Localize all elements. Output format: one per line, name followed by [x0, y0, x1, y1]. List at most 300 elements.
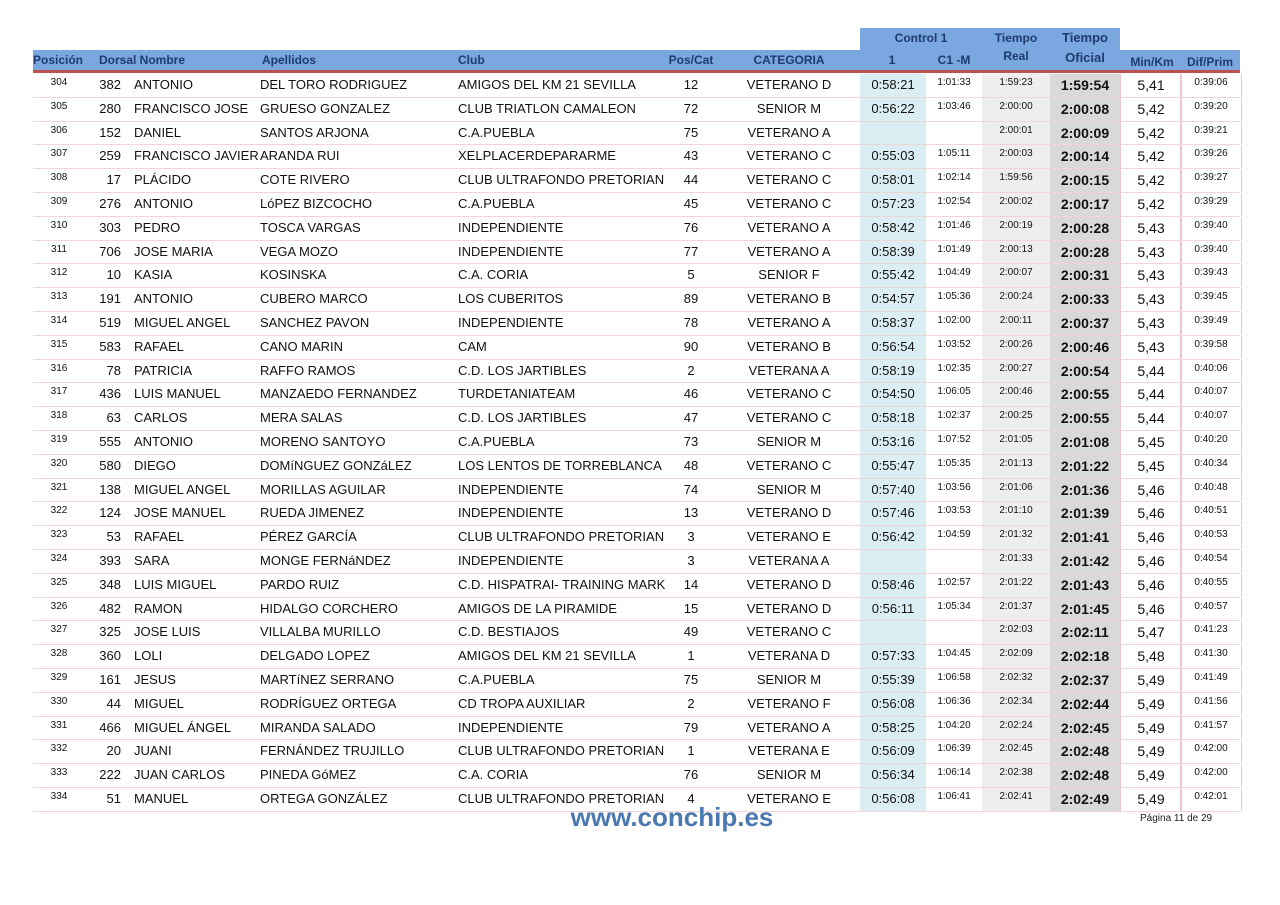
table-row	[33, 717, 1240, 741]
table-row	[33, 169, 1240, 193]
cell-categoria: VETERANA E	[748, 743, 830, 759]
cell-dif-prim: 0:39:58	[1180, 336, 1242, 359]
cell-dif-prim: 0:39:40	[1180, 241, 1242, 264]
cell-tiempo-real: 1:59:23	[982, 74, 1050, 97]
header-dif-prim: Dif/Prim	[1186, 55, 1233, 69]
cell-pos-cat: 49	[683, 624, 699, 640]
cell-apellidos: MORENO SANTOYO	[260, 433, 386, 449]
cell-pos-cat: 73	[683, 433, 699, 449]
cell-tiempo-oficial: 2:00:31	[1050, 264, 1120, 287]
cell-dif-prim: 0:40:34	[1180, 455, 1242, 478]
table-row	[33, 669, 1240, 693]
cell-dorsal: 44	[106, 695, 121, 711]
cell-tiempo-real: 2:00:24	[982, 288, 1050, 311]
table-row	[33, 431, 1240, 455]
table-row	[33, 312, 1240, 336]
cell-tiempo-oficial: 2:00:55	[1050, 383, 1120, 406]
cell-nombre: SARA	[134, 552, 170, 568]
table-row	[33, 621, 1240, 645]
cell-dif-prim: 0:40:07	[1180, 407, 1242, 430]
cell-categoria: VETERANO C	[746, 410, 832, 426]
cell-dorsal: 259	[99, 148, 121, 164]
cell-nombre: ANTONIO	[134, 291, 193, 307]
cell-c1m-time	[926, 621, 983, 644]
cell-apellidos: CANO MARIN	[260, 338, 344, 354]
cell-min-km: 5,49	[1120, 717, 1182, 740]
cell-posicion: 313	[50, 291, 68, 303]
cell-c1m-time: 1:05:34	[926, 598, 983, 621]
cell-dorsal: 124	[99, 505, 121, 521]
cell-categoria: SENIOR M	[756, 100, 822, 116]
cell-c1m-time: 1:05:36	[926, 288, 983, 311]
cell-posicion: 331	[50, 719, 68, 731]
cell-club: C.A. CORIA	[458, 267, 529, 283]
cell-tiempo-oficial: 2:02:37	[1050, 669, 1120, 692]
cell-categoria: SENIOR M	[756, 671, 822, 687]
cell-nombre: FRANCISCO JOSE	[134, 100, 249, 116]
cell-club: C.A.PUEBLA	[458, 124, 535, 140]
cell-tiempo-real: 2:01:33	[982, 550, 1050, 573]
cell-tiempo-oficial: 2:02:48	[1050, 740, 1120, 763]
cell-posicion: 305	[50, 100, 68, 112]
cell-min-km: 5,44	[1120, 407, 1182, 430]
cell-club: CAM	[458, 338, 487, 354]
cell-posicion: 310	[50, 219, 68, 231]
cell-control1-time: 0:56:22	[860, 98, 927, 121]
cell-dorsal: 78	[106, 362, 121, 378]
cell-control1-time: 0:58:18	[860, 407, 927, 430]
cell-posicion: 319	[50, 433, 68, 445]
cell-nombre: RAMON	[134, 600, 183, 616]
cell-club: C.A. CORIA	[458, 767, 529, 783]
cell-min-km: 5,41	[1120, 74, 1182, 97]
cell-club: CLUB ULTRAFONDO PRETORIAN	[458, 743, 665, 759]
cell-pos-cat: 75	[683, 671, 699, 687]
cell-categoria: SENIOR M	[756, 433, 822, 449]
cell-c1m-time: 1:03:46	[926, 98, 983, 121]
cell-nombre: MIGUEL ANGEL	[134, 314, 231, 330]
cell-nombre: JOSE MANUEL	[134, 505, 226, 521]
footer-url[interactable]: www.conchip.es	[570, 802, 774, 832]
cell-dif-prim: 0:40:51	[1180, 502, 1242, 525]
cell-tiempo-real: 2:00:25	[982, 407, 1050, 430]
table-row	[33, 383, 1240, 407]
cell-pos-cat: 4	[687, 790, 695, 806]
cell-control1-time: 0:56:42	[860, 526, 927, 549]
cell-dif-prim: 0:41:49	[1180, 669, 1242, 692]
cell-min-km: 5,44	[1120, 360, 1182, 383]
cell-tiempo-oficial: 1:59:54	[1050, 74, 1120, 97]
cell-dif-prim: 0:40:07	[1180, 383, 1242, 406]
cell-control1-time: 0:56:08	[860, 693, 927, 716]
cell-control1-time: 0:58:37	[860, 312, 927, 335]
cell-min-km: 5,47	[1120, 621, 1182, 644]
table-row	[33, 98, 1240, 122]
header-min-km: Min/Km	[1130, 55, 1174, 69]
cell-categoria: VETERANO C	[746, 457, 832, 473]
cell-posicion: 315	[50, 338, 68, 350]
cell-club: LOS CUBERITOS	[458, 291, 564, 307]
cell-club: CLUB ULTRAFONDO PRETORIAN	[458, 172, 665, 188]
cell-apellidos: COTE RIVERO	[260, 172, 350, 188]
table-row	[33, 574, 1240, 598]
cell-pos-cat: 89	[683, 291, 699, 307]
cell-control1-time: 0:58:01	[860, 169, 927, 192]
cell-apellidos: PARDO RUIZ	[260, 576, 340, 592]
cell-nombre: RAFAEL	[134, 529, 184, 545]
cell-tiempo-real: 2:02:24	[982, 717, 1050, 740]
cell-posicion: 322	[50, 505, 68, 517]
cell-club: C.A.PUEBLA	[458, 671, 535, 687]
cell-pos-cat: 72	[683, 100, 699, 116]
cell-posicion: 329	[50, 671, 68, 683]
cell-club: LOS LENTOS DE TORREBLANCA	[458, 457, 662, 473]
cell-apellidos: VEGA MOZO	[260, 243, 339, 259]
cell-c1m-time: 1:06:58	[926, 669, 983, 692]
cell-dorsal: 152	[99, 124, 121, 140]
cell-club: CLUB ULTRAFONDO PRETORIAN	[458, 529, 665, 545]
header-tiempo-oficial: Oficial	[1065, 50, 1105, 65]
cell-control1-time: 0:57:33	[860, 645, 927, 668]
cell-apellidos: MANZAEDO FERNANDEZ	[260, 386, 417, 402]
header-c1: 1	[888, 53, 896, 67]
cell-apellidos: ARANDA RUI	[260, 148, 340, 164]
cell-control1-time: 0:56:08	[860, 788, 927, 811]
cell-dorsal: 53	[106, 529, 121, 545]
cell-tiempo-real: 2:02:45	[982, 740, 1050, 763]
cell-club: INDEPENDIENTE	[458, 243, 564, 259]
cell-tiempo-real: 2:01:22	[982, 574, 1050, 597]
cell-categoria: VETERANO A	[747, 243, 831, 259]
cell-nombre: ANTONIO	[134, 195, 193, 211]
cell-control1-time	[860, 621, 927, 644]
cell-tiempo-real: 2:01:37	[982, 598, 1050, 621]
cell-dorsal: 580	[99, 457, 121, 473]
cell-dif-prim: 0:39:06	[1180, 74, 1242, 97]
cell-c1m-time: 1:04:49	[926, 264, 983, 287]
cell-tiempo-oficial: 2:01:22	[1050, 455, 1120, 478]
cell-min-km: 5,46	[1120, 526, 1182, 549]
cell-nombre: DANIEL	[134, 124, 181, 140]
table-row	[33, 264, 1240, 288]
cell-tiempo-oficial: 2:00:17	[1050, 193, 1120, 216]
cell-min-km: 5,43	[1120, 217, 1182, 240]
cell-tiempo-real: 2:01:32	[982, 526, 1050, 549]
cell-pos-cat: 76	[683, 767, 699, 783]
cell-club: C.D. HISPATRAI- TRAINING MARK	[458, 576, 666, 592]
cell-dif-prim: 0:39:49	[1180, 312, 1242, 335]
cell-categoria: VETERANO C	[746, 148, 832, 164]
cell-club: AMIGOS DEL KM 21 SEVILLA	[458, 77, 636, 92]
cell-apellidos: FERNÁNDEZ TRUJILLO	[260, 743, 405, 759]
cell-nombre: MANUEL	[134, 790, 189, 806]
cell-control1-time: 0:53:16	[860, 431, 927, 454]
cell-min-km: 5,43	[1120, 288, 1182, 311]
cell-posicion: 332	[50, 743, 68, 755]
table-row	[33, 645, 1240, 669]
cell-dif-prim: 0:41:23	[1180, 621, 1242, 644]
cell-c1m-time: 1:02:54	[926, 193, 983, 216]
cell-pos-cat: 2	[687, 362, 695, 378]
cell-club: CLUB ULTRAFONDO PRETORIAN	[458, 790, 665, 806]
cell-min-km: 5,43	[1120, 264, 1182, 287]
cell-control1-time: 0:56:34	[860, 764, 927, 787]
cell-c1m-time: 1:06:39	[926, 740, 983, 763]
cell-dorsal: 583	[99, 338, 121, 354]
cell-categoria: VETERANA A	[748, 552, 830, 568]
cell-apellidos: MIRANDA SALADO	[260, 719, 376, 735]
cell-nombre: MIGUEL ÁNGEL	[134, 719, 232, 735]
cell-dif-prim: 0:41:57	[1180, 717, 1242, 740]
cell-tiempo-oficial: 2:01:45	[1050, 598, 1120, 621]
cell-tiempo-oficial: 2:00:14	[1050, 145, 1120, 168]
cell-pos-cat: 1	[687, 648, 695, 664]
cell-tiempo-real: 2:02:38	[982, 764, 1050, 787]
cell-tiempo-real: 2:00:46	[982, 383, 1050, 406]
cell-dif-prim: 0:39:20	[1180, 98, 1242, 121]
cell-club: AMIGOS DEL KM 21 SEVILLA	[458, 648, 636, 664]
cell-club: C.D. BESTIAJOS	[458, 624, 560, 640]
cell-control1-time: 0:57:46	[860, 502, 927, 525]
cell-dif-prim: 0:42:00	[1180, 740, 1242, 763]
cell-tiempo-oficial: 2:02:44	[1050, 693, 1120, 716]
cell-min-km: 5,46	[1120, 502, 1182, 525]
cell-nombre: MIGUEL	[134, 695, 184, 711]
cell-min-km: 5,49	[1120, 788, 1182, 811]
cell-pos-cat: 45	[683, 195, 699, 211]
cell-nombre: RAFAEL	[134, 338, 184, 354]
cell-min-km: 5,42	[1120, 193, 1182, 216]
cell-pos-cat: 15	[683, 600, 699, 616]
cell-categoria: VETERANO D	[746, 600, 832, 616]
header-posicion: Posición	[33, 53, 84, 67]
header-pos-cat: Pos/Cat	[668, 53, 714, 67]
cell-dif-prim: 0:41:56	[1180, 693, 1242, 716]
header-c1m: C1 -M	[937, 53, 971, 67]
cell-categoria: VETERANO A	[747, 124, 831, 140]
cell-categoria: VETERANO E	[747, 529, 831, 545]
cell-tiempo-oficial: 2:00:55	[1050, 407, 1120, 430]
header-tiempo-oficial-top: Tiempo	[1050, 28, 1120, 50]
cell-dorsal: 325	[99, 624, 121, 640]
cell-apellidos: SANTOS ARJONA	[260, 124, 369, 140]
cell-tiempo-oficial: 2:00:09	[1050, 122, 1120, 145]
cell-tiempo-real: 2:00:19	[982, 217, 1050, 240]
header-tiempo-real-top: Tiempo	[982, 28, 1050, 50]
cell-dorsal: 280	[99, 100, 121, 116]
cell-apellidos: VILLALBA MURILLO	[260, 624, 381, 640]
table-row	[33, 455, 1240, 479]
cell-pos-cat: 3	[687, 529, 695, 545]
table-row	[33, 336, 1240, 360]
cell-apellidos: SANCHEZ PAVON	[260, 314, 370, 330]
cell-apellidos: DEL TORO RODRIGUEZ	[260, 77, 408, 92]
table-row	[33, 550, 1240, 574]
cell-dif-prim: 0:40:48	[1180, 479, 1242, 502]
cell-apellidos: MERA SALAS	[260, 410, 343, 426]
cell-pos-cat: 78	[683, 314, 699, 330]
cell-tiempo-oficial: 2:02:48	[1050, 764, 1120, 787]
cell-posicion: 324	[50, 552, 68, 564]
table-row	[33, 122, 1240, 146]
table-row	[33, 288, 1240, 312]
cell-control1-time: 0:58:21	[860, 74, 927, 97]
cell-pos-cat: 77	[683, 243, 699, 259]
cell-dorsal: 20	[106, 743, 121, 759]
cell-control1-time: 0:55:47	[860, 455, 927, 478]
cell-dif-prim: 0:39:26	[1180, 145, 1242, 168]
cell-dif-prim: 0:40:06	[1180, 360, 1242, 383]
cell-dorsal: 161	[99, 671, 121, 687]
cell-nombre: JESUS	[134, 671, 176, 687]
cell-control1-time: 0:57:23	[860, 193, 927, 216]
cell-apellidos: CUBERO MARCO	[260, 291, 368, 307]
cell-pos-cat: 2	[687, 695, 695, 711]
cell-tiempo-real: 2:02:03	[982, 621, 1050, 644]
cell-pos-cat: 12	[683, 77, 699, 92]
cell-dif-prim: 0:42:00	[1180, 764, 1242, 787]
cell-tiempo-oficial: 2:01:41	[1050, 526, 1120, 549]
cell-control1-time: 0:56:54	[860, 336, 927, 359]
cell-min-km: 5,46	[1120, 550, 1182, 573]
cell-posicion: 314	[50, 314, 68, 326]
cell-c1m-time: 1:02:00	[926, 312, 983, 335]
cell-club: INDEPENDIENTE	[458, 219, 564, 235]
cell-min-km: 5,42	[1120, 169, 1182, 192]
table-row	[33, 407, 1240, 431]
cell-club: CD TROPA AUXILIAR	[458, 695, 586, 711]
cell-nombre: ANTONIO	[134, 77, 193, 92]
cell-posicion: 320	[50, 457, 68, 469]
cell-apellidos: LóPEZ BIZCOCHO	[260, 195, 372, 211]
cell-dif-prim: 0:39:21	[1180, 122, 1242, 145]
cell-dorsal: 191	[99, 291, 121, 307]
table-header	[33, 50, 1240, 73]
cell-apellidos: RODRÍGUEZ ORTEGA	[260, 695, 397, 711]
header-club: Club	[458, 53, 485, 67]
cell-dorsal: 348	[99, 576, 121, 592]
cell-dorsal: 482	[99, 600, 121, 616]
cell-tiempo-real: 2:02:32	[982, 669, 1050, 692]
cell-control1-time	[860, 550, 927, 573]
cell-tiempo-oficial: 2:00:54	[1050, 360, 1120, 383]
cell-club: INDEPENDIENTE	[458, 481, 564, 497]
cell-pos-cat: 5	[687, 267, 695, 283]
cell-posicion: 312	[50, 267, 68, 279]
cell-apellidos: RUEDA JIMENEZ	[260, 505, 365, 521]
cell-nombre: JUAN CARLOS	[134, 767, 226, 783]
page-number: Página 11 de 29	[1140, 813, 1213, 824]
cell-tiempo-real: 2:01:06	[982, 479, 1050, 502]
cell-c1m-time: 1:02:57	[926, 574, 983, 597]
cell-control1-time: 0:55:39	[860, 669, 927, 692]
cell-categoria: VETERANO C	[746, 195, 832, 211]
cell-min-km: 5,49	[1120, 740, 1182, 763]
cell-posicion: 309	[50, 195, 68, 207]
cell-nombre: KASIA	[134, 267, 173, 283]
cell-apellidos: KOSINSKA	[260, 267, 327, 283]
cell-dorsal: 63	[106, 410, 121, 426]
cell-nombre: LUIS MIGUEL	[134, 576, 217, 592]
cell-apellidos: ORTEGA GONZÁLEZ	[260, 790, 388, 806]
cell-c1m-time: 1:05:11	[926, 145, 983, 168]
cell-min-km: 5,48	[1120, 645, 1182, 668]
cell-tiempo-oficial: 2:01:39	[1050, 502, 1120, 525]
cell-nombre: ANTONIO	[134, 433, 193, 449]
cell-tiempo-real: 2:00:13	[982, 241, 1050, 264]
cell-posicion: 334	[50, 790, 68, 802]
cell-posicion: 328	[50, 648, 68, 660]
cell-c1m-time: 1:02:35	[926, 360, 983, 383]
cell-posicion: 325	[50, 576, 68, 588]
cell-min-km: 5,49	[1120, 669, 1182, 692]
cell-control1-time: 0:54:50	[860, 383, 927, 406]
cell-club: C.D. LOS JARTIBLES	[458, 362, 587, 378]
cell-dorsal: 10	[106, 267, 121, 283]
cell-nombre: FRANCISCO JAVIER	[134, 148, 259, 164]
cell-dif-prim: 0:39:27	[1180, 169, 1242, 192]
cell-min-km: 5,42	[1120, 122, 1182, 145]
cell-c1m-time: 1:01:46	[926, 217, 983, 240]
cell-dif-prim: 0:40:53	[1180, 526, 1242, 549]
cell-c1m-time: 1:06:41	[926, 788, 983, 811]
cell-c1m-time: 1:04:59	[926, 526, 983, 549]
cell-categoria: SENIOR M	[756, 481, 822, 497]
cell-c1m-time	[926, 550, 983, 573]
cell-tiempo-oficial: 2:00:15	[1050, 169, 1120, 192]
table-row	[33, 502, 1240, 526]
cell-c1m-time: 1:04:20	[926, 717, 983, 740]
cell-nombre: PLÁCIDO	[134, 172, 192, 188]
cell-posicion: 308	[50, 172, 68, 184]
cell-min-km: 5,44	[1120, 383, 1182, 406]
cell-dorsal: 276	[99, 195, 121, 211]
cell-nombre: PEDRO	[134, 219, 181, 235]
cell-posicion: 316	[50, 362, 68, 374]
cell-dif-prim: 0:39:45	[1180, 288, 1242, 311]
cell-club: C.D. LOS JARTIBLES	[458, 410, 587, 426]
cell-tiempo-real: 2:00:27	[982, 360, 1050, 383]
cell-tiempo-oficial: 2:00:08	[1050, 98, 1120, 121]
cell-control1-time: 0:55:03	[860, 145, 927, 168]
cell-posicion: 326	[50, 600, 68, 612]
cell-apellidos: MORILLAS AGUILAR	[260, 481, 386, 497]
cell-nombre: CARLOS	[134, 410, 188, 426]
cell-c1m-time: 1:06:36	[926, 693, 983, 716]
table-row	[33, 145, 1240, 169]
cell-c1m-time: 1:03:52	[926, 336, 983, 359]
cell-c1m-time: 1:03:53	[926, 502, 983, 525]
cell-min-km: 5,45	[1120, 455, 1182, 478]
cell-pos-cat: 74	[683, 481, 699, 497]
cell-apellidos: PINEDA GóMEZ	[260, 767, 357, 783]
cell-min-km: 5,42	[1120, 98, 1182, 121]
cell-tiempo-oficial: 2:00:46	[1050, 336, 1120, 359]
cell-dorsal: 382	[99, 77, 121, 92]
cell-tiempo-oficial: 2:00:37	[1050, 312, 1120, 335]
cell-club: XELPLACERDEPARARME	[458, 148, 616, 164]
cell-pos-cat: 13	[683, 505, 699, 521]
cell-categoria: VETERANO D	[746, 77, 832, 92]
cell-tiempo-real: 2:01:13	[982, 455, 1050, 478]
cell-c1m-time: 1:06:05	[926, 383, 983, 406]
cell-min-km: 5,42	[1120, 145, 1182, 168]
cell-categoria: SENIOR F	[758, 267, 820, 283]
cell-c1m-time: 1:01:33	[926, 74, 983, 97]
cell-min-km: 5,43	[1120, 241, 1182, 264]
cell-dorsal: 706	[99, 243, 121, 259]
cell-dorsal: 51	[106, 790, 121, 806]
